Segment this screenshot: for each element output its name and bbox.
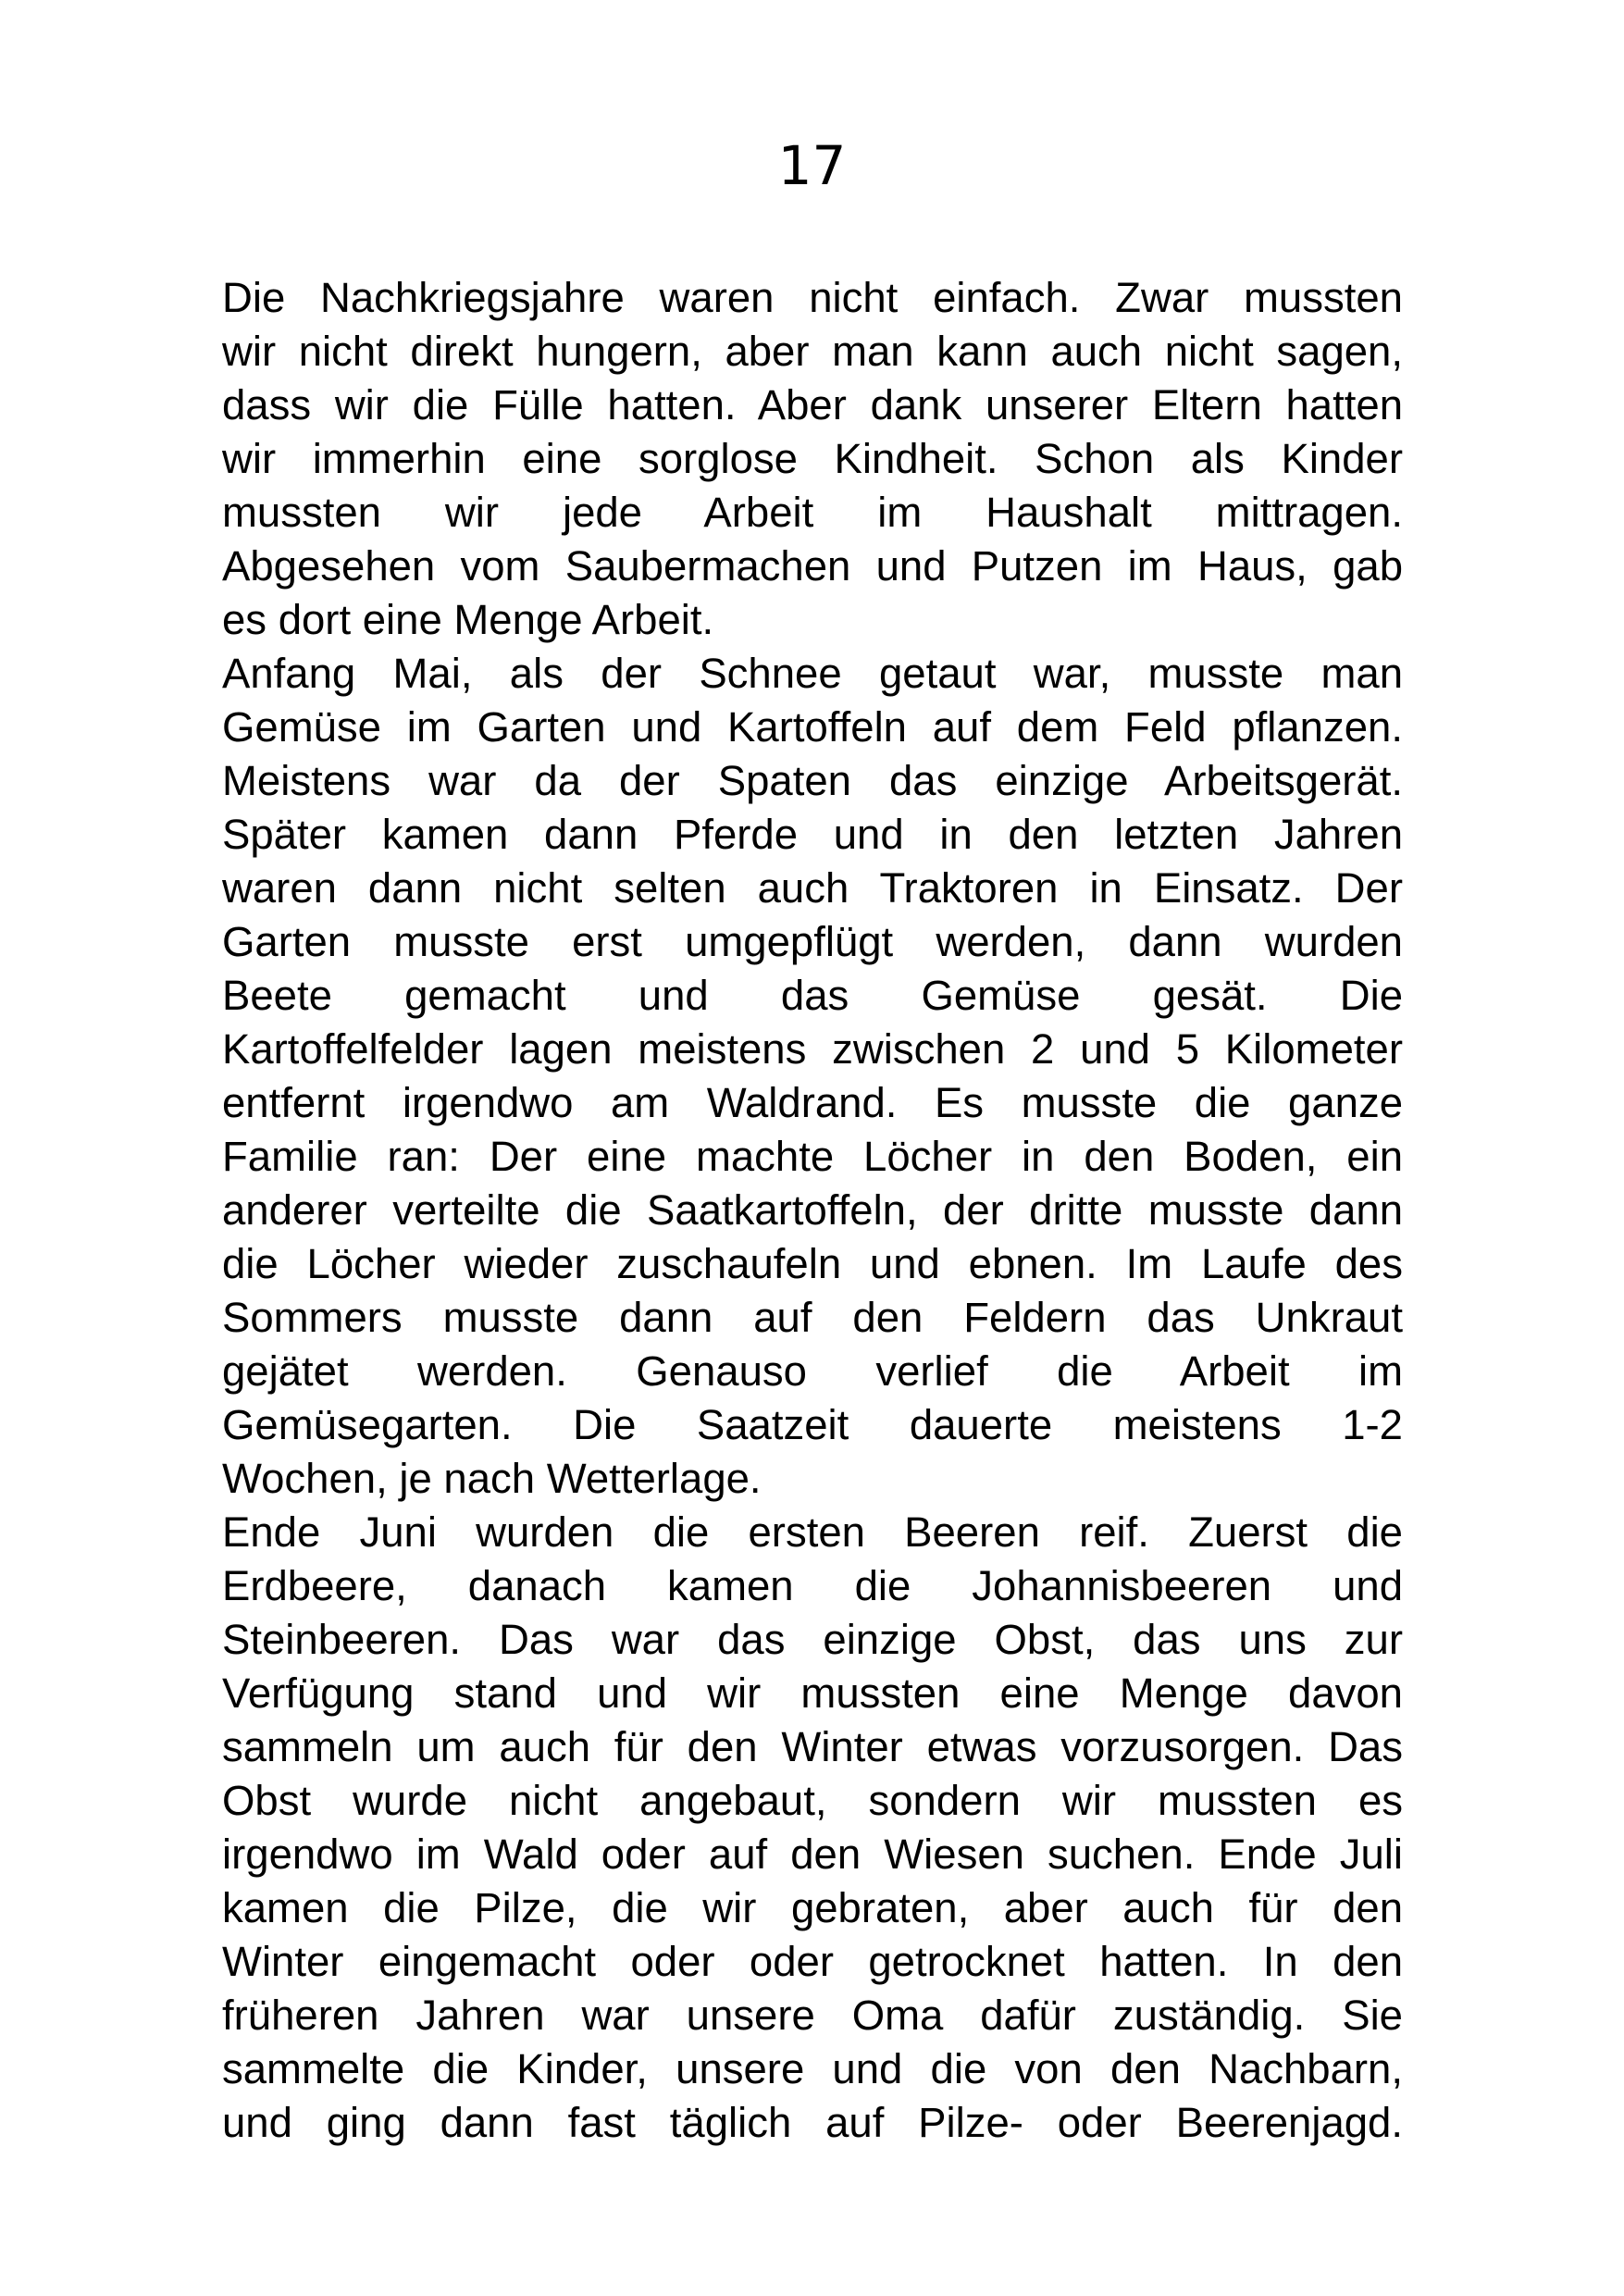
text-line: mussten wir jede Arbeit im Haushalt mittragen. [222, 489, 1403, 536]
text-line: dass wir die Fülle hatten. Aber dank unserer Eltern hatten [222, 381, 1403, 428]
text-line: Gemüsegarten. Die Saatzeit dauerte meistens 1-2 [222, 1401, 1403, 1448]
text-line: Abgesehen vom Saubermachen und Putzen im Haus, gab [222, 542, 1403, 590]
text-line: Steinbeeren. Das war das einzige Obst, das uns zur [222, 1616, 1403, 1663]
text-line: Ende Juni wurden die ersten Beeren reif. Zuerst die [222, 1508, 1403, 1556]
text-line: Später kamen dann Pferde und in den letzten Jahren [222, 811, 1403, 858]
text-line: Gemüse im Garten und Kartoffeln auf dem Feld pflanzen. [222, 703, 1403, 751]
text-line: Beete gemacht und das Gemüse gesät. Die [222, 972, 1403, 1019]
text-line: Kartoffelfelder lagen meistens zwischen 2 und 5 Kilometer [222, 1025, 1403, 1073]
text-line: sammelte die Kinder, unsere und die von den Nachbarn, [222, 2045, 1403, 2092]
text-line: Sommers musste dann auf den Feldern das Unkraut [222, 1294, 1403, 1341]
text-line: Meistens war da der Spaten das einzige Arbeitsgerät. [222, 757, 1403, 804]
text-line: Die Nachkriegsjahre waren nicht einfach. Zwar mussten [222, 274, 1403, 321]
page-number: 17 [777, 134, 847, 197]
text-line: waren dann nicht selten auch Traktoren in Einsatz. Der [222, 864, 1403, 912]
text-line: Familie ran: Der eine machte Löcher in den Boden, ein [222, 1133, 1403, 1180]
text-line: wir immerhin eine sorglose Kindheit. Schon als Kinder [222, 435, 1403, 482]
text-line: Winter eingemacht oder oder getrocknet hatten. In den [222, 1938, 1403, 1985]
text-line: Obst wurde nicht angebaut, sondern wir mussten es [222, 1777, 1403, 1824]
text-line: Anfang Mai, als der Schnee getaut war, musste man [222, 650, 1403, 697]
text-line: es dort eine Menge Arbeit. [222, 596, 714, 643]
text-line: gejätet werden. Genauso verlief die Arbeit im [222, 1347, 1403, 1395]
text-line: Wochen, je nach Wetterlage. [222, 1455, 762, 1502]
text-line: kamen die Pilze, die wir gebraten, aber auch für den [222, 1884, 1403, 1931]
text-line: entfernt irgendwo am Waldrand. Es musste die ganze [222, 1079, 1403, 1126]
text-line: wir nicht direkt hungern, aber man kann auch nicht sagen, [222, 328, 1403, 375]
text-line: Erdbeere, danach kamen die Johannisbeeren und [222, 1562, 1403, 1609]
text-line: und ging dann fast täglich auf Pilze- oder Beerenjagd. [222, 2099, 1403, 2146]
text-line: früheren Jahren war unsere Oma dafür zuständig. Sie [222, 1992, 1403, 2039]
text-line: anderer verteilte die Saatkartoffeln, der dritte musste dann [222, 1186, 1403, 1234]
text-line: sammeln um auch für den Winter etwas vorzusorgen. Das [222, 1723, 1403, 1770]
text-line: Garten musste erst umgepflügt werden, dann wurden [222, 918, 1403, 965]
body-text [222, 271, 1403, 2150]
text-line: die Löcher wieder zuschaufeln und ebnen. Im Laufe des [222, 1240, 1403, 1287]
text-line: irgendwo im Wald oder auf den Wiesen suchen. Ende Juli [222, 1831, 1403, 1878]
text-line: Verfügung stand und wir mussten eine Menge davon [222, 1669, 1403, 1717]
